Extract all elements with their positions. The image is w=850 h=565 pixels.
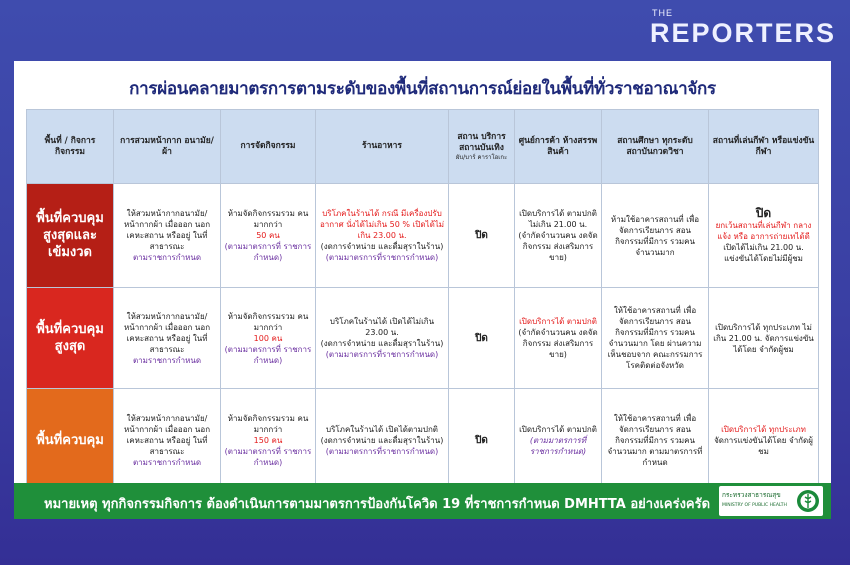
table-header-row	[27, 110, 819, 184]
brand-logo	[650, 8, 836, 48]
restaurant-note: (ตามมาตรการที่ราชการกำหนด)	[325, 350, 439, 359]
school-cell: ให้ใช้อาคารสถานที่ เพื่อจัดการเรียนการ สอน กิจกรรมที่มีการ รวมคนจำนวนมาก ตามมาตรการที่กำหนด	[602, 389, 709, 492]
header-sport: สถานที่เล่นกีฬา หรือแข่งขันกีฬา	[709, 110, 819, 184]
school-cell: ให้ใช้อาคารสถานที่ เพื่อจัดการเรียนการ สอน กิจกรรมที่มีการ รวมคนจำนวนมาก โดย ผ่านความเห็นชอบจาก คณะกรรมการ โรคติดต่อจังหวัด	[602, 288, 709, 389]
zone-control: พื้นที่ควบคุม	[27, 389, 114, 492]
restaurant-note: (ตามมาตรการที่ราชการกำหนด)	[325, 446, 439, 456]
measures-table	[26, 109, 819, 492]
mall-text: เปิดบริการได้ ตามปกติ	[519, 424, 597, 434]
restaurant-text: บริโภคในร้านได้ กรณี มีเครื่องปรับอากาศ นั่งได้ไม่เกิน 50 % เปิดได้ไม่เกิน 23.00 น.	[319, 209, 445, 240]
header-service-note: ผับ/บาร์ คาราโอเกะ	[455, 153, 508, 161]
ministry-emblem-icon	[796, 489, 820, 513]
mask-text: ให้สวมหน้ากากอนามัย/ หน้ากากผ้า เมื่อออก นอกเคหะสถาน หรืออยู่ ในที่สาธารณะ	[123, 413, 211, 456]
restaurant-cell	[316, 288, 449, 389]
activity-limit: 50 คน	[256, 231, 280, 240]
activity-cell	[221, 389, 316, 492]
activity-limit: 150 คน	[253, 435, 283, 445]
restaurant-alcohol: (งดการจำหน่าย และดื่มสุราในร้าน)	[320, 435, 444, 445]
zone-max: พื้นที่ควบคุม สูงสุด	[27, 288, 114, 389]
mask-cell	[114, 389, 221, 492]
sport-status: เปิดบริการได้ ทุกประเภท	[721, 424, 806, 434]
brand-name: REPORTERS	[649, 18, 836, 48]
activity-cell	[221, 288, 316, 389]
footer-banner	[14, 483, 831, 519]
service-cell: ปิด	[449, 389, 515, 492]
ministry-name-en: MINISTRY OF PUBLIC HEALTH	[722, 503, 787, 508]
header-service	[449, 110, 515, 184]
restaurant-cell	[316, 184, 449, 288]
mall-cell: เปิดบริการได้ ตามปกติ ไม่เกิน 21.00 น. (จำกัดจำนวนคน งดจัดกิจกรรม ส่งเสริมการขาย)	[515, 184, 602, 288]
ministry-name-th: กระทรวงสาธารณสุข	[722, 491, 781, 499]
restaurant-note: (ตามมาตรการที่ราชการกำหนด)	[325, 253, 439, 262]
mask-text: ให้สวมหน้ากากอนามัย/ หน้ากากผ้า เมื่อออก นอกเคหะสถาน หรืออยู่ ในที่สาธารณะ	[123, 209, 211, 251]
header-mask: การสวมหน้ากาก อนามัย/ผ้า	[114, 110, 221, 184]
activity-note: (ตามมาตรการที่ ราชการกำหนด)	[224, 446, 312, 467]
sport-status: ปิด	[755, 205, 772, 220]
infographic-card	[14, 61, 831, 519]
sport-exception: ยกเว้นสถานที่เล่นกีฬา กลางแจ้ง หรือ อาการถ่ายเทได้ดี	[715, 220, 812, 241]
activity-text: ห้ามจัดกิจกรรมรวม คนมากกว่า	[227, 209, 309, 229]
school-cell: ห้ามใช้อาคารสถานที่ เพื่อจัดการเรียนการ สอน กิจกรรมที่มีการ รวมคนจำนวนมาก	[602, 184, 709, 288]
service-cell: ปิด	[449, 184, 515, 288]
header-area: พื้นที่ / กิจการ กิจกรรม	[27, 110, 114, 184]
mask-note: ตามราชการกำหนด	[132, 457, 202, 467]
activity-limit: 100 คน	[253, 333, 283, 343]
restaurant-text: บริโภคในร้านได้ เปิดได้ตามปกติ	[326, 424, 438, 434]
activity-text: ห้ามจัดกิจกรรมรวม คนมากกว่า	[227, 311, 309, 332]
header-school-sub: สถาบันกวดวิชา	[626, 146, 684, 157]
mall-note: (จำกัดจำนวนคน งดจัดกิจกรรม ส่งเสริมการขาย)	[518, 328, 598, 359]
header-restaurant: ร้านอาหาร	[316, 110, 449, 184]
mask-text: ให้สวมหน้ากากอนามัย/ หน้ากากผ้า เมื่อออก นอกเคหะสถาน หรืออยู่ ในที่สาธารณะ	[123, 311, 211, 354]
sport-text: จัดการแข่งขันได้โดย จำกัดผู้ชม	[714, 435, 813, 456]
mask-cell	[114, 288, 221, 389]
mask-note: ตามราชการกำหนด	[132, 355, 202, 365]
restaurant-text: บริโภคในร้านได้ เปิดได้ไม่เกิน 23.00 น.	[329, 317, 435, 337]
mall-cell	[515, 389, 602, 492]
ministry-logo	[719, 486, 823, 516]
table-row	[27, 288, 819, 389]
mall-note: (ตามมาตรการที่ ราชการกำหนด)	[529, 435, 587, 456]
footer-note: หมายเหตุ ทุกกิจกรรมกิจการ ต้องดำเนินการตามมาตรการป้องกันโควิด 19 ที่ราชการกำหนด DMHTTA อย่างเคร่งครัด	[44, 497, 711, 512]
header-activity: การจัดกิจกรรม	[221, 110, 316, 184]
activity-note: (ตามมาตรการที่ ราชการกำหนด)	[224, 344, 312, 365]
page-title: การผ่อนคลายมาตรการตามระดับของพื้นที่สถานการณ์ย่อยในพื้นที่ทั่วราชอาณาจักร	[129, 79, 716, 99]
zone-strict: พื้นที่ควบคุม สูงสุดและ เข้มงวด	[27, 184, 114, 288]
sport-cell	[709, 184, 819, 288]
brand-the: THE	[651, 8, 673, 18]
restaurant-alcohol: (งดการจำหน่าย และดื่มสุราในร้าน)	[320, 339, 444, 348]
header-school-label: สถานศึกษา ทุกระดับ	[617, 135, 693, 146]
mall-cell	[515, 288, 602, 389]
header-school	[602, 110, 709, 184]
mall-text: เปิดบริการได้ ตามปกติ	[519, 317, 597, 326]
service-cell: ปิด	[449, 288, 515, 389]
sport-cell: เปิดบริการได้ ทุกประเภท ไม่เกิน 21.00 น. จัดการแข่งขันได้โดย จำกัดผู้ชม	[709, 288, 819, 389]
activity-text: ห้ามจัดกิจกรรมรวม คนมากกว่า	[227, 413, 309, 434]
sport-text: เปิดได้ไม่เกิน 21.00 น. แข่งขันได้โดยไม่มีผู้ชม	[723, 242, 804, 263]
sport-cell	[709, 389, 819, 492]
restaurant-cell	[316, 389, 449, 492]
table-row	[27, 389, 819, 492]
mask-cell	[114, 184, 221, 288]
header-service-sub: สถานบันเทิง	[459, 142, 504, 153]
header-service-label: สถาน บริการ	[457, 131, 506, 142]
table-row	[27, 184, 819, 288]
activity-cell	[221, 184, 316, 288]
header-mall: ศูนย์การค้า ห้างสรรพ สินค้า	[515, 110, 602, 184]
restaurant-alcohol: (งดการจำหน่าย และดื่มสุราในร้าน)	[320, 242, 444, 251]
activity-note: (ตามมาตรการที่ ราชการกำหนด)	[224, 242, 312, 262]
mask-note: ตามราชการกำหนด	[132, 253, 202, 262]
